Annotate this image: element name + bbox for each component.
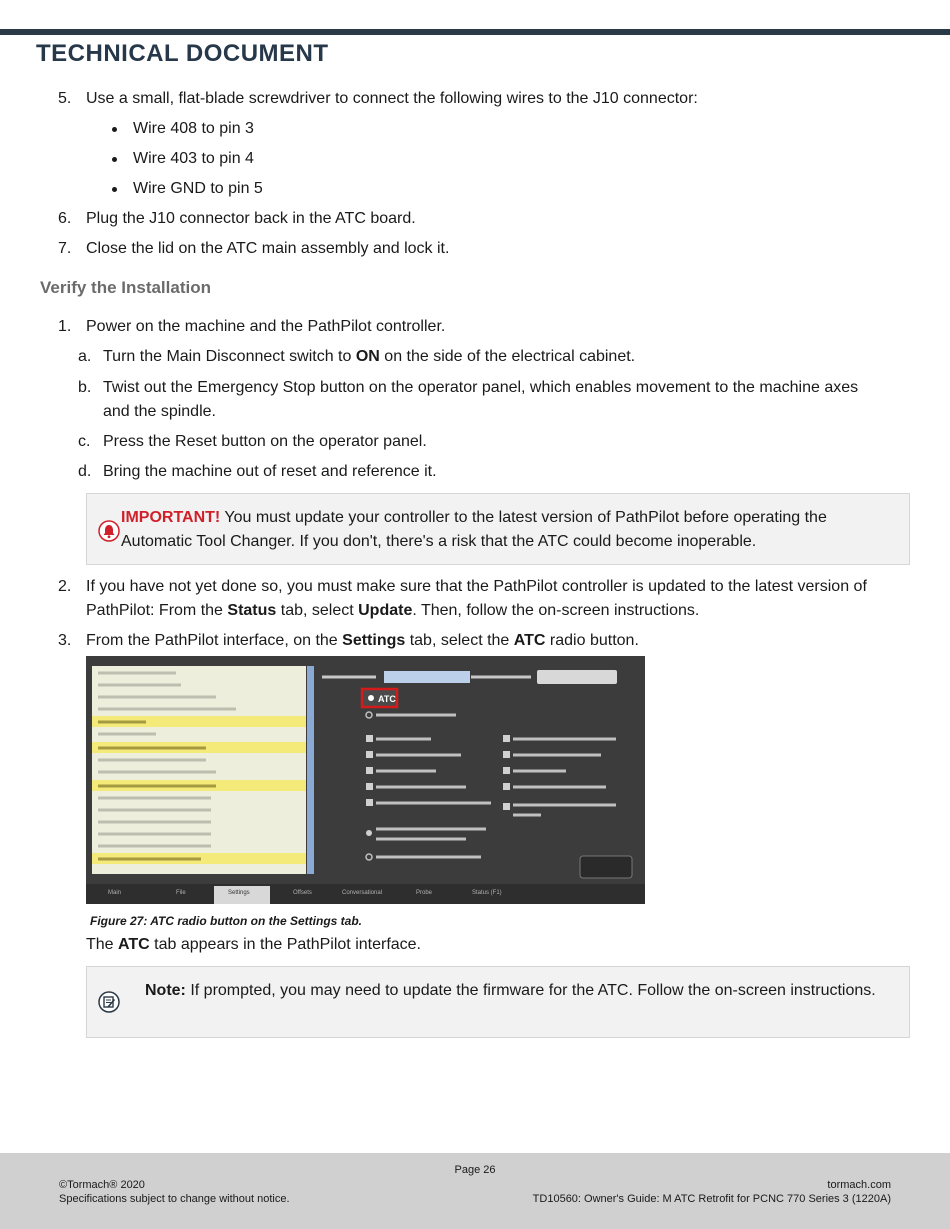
text-run: tab, select [276,602,359,619]
bold-term: Update [358,602,413,619]
step-text: Use a small, flat-blade screwdriver to connect the following wires to the J10 connector: [86,90,698,107]
step-number: 2. [58,578,72,595]
result-paragraph [86,933,421,957]
tab-conversational: Conversational [342,890,383,896]
step-number: 1. [58,318,72,335]
tab-offsets: Offsets [293,890,312,896]
text-run: The [86,936,119,953]
step-text [86,575,906,623]
bold-term: Settings [342,632,406,649]
bullet-text: Wire 403 to pin 4 [133,150,254,167]
bold-term: ON [355,348,380,365]
bullet-text: Wire 408 to pin 3 [133,120,254,137]
document-header: TECHNICAL DOCUMENT [36,40,329,67]
tab-main: Main [108,890,122,896]
bold-term: Status [227,602,277,619]
important-text [121,506,896,554]
step-number: 7. [58,240,72,257]
copyright: ©Tormach® 2020 [59,1179,145,1191]
alarm-bell-icon [98,520,120,542]
tab-status: Status (F1) [472,890,502,896]
settings-tab-screenshot [86,656,645,904]
step-text: Power on the machine and the PathPilot controller. [86,318,446,335]
header-rule [0,29,950,35]
substep-letter: a. [78,348,92,365]
step-text: Close the lid on the ATC main assembly and lock it. [86,240,450,257]
step-text: Plug the J10 connector back in the ATC board. [86,210,416,227]
text-run: on the side of the electrical cabinet. [379,348,636,365]
text-run: If you have not yet done so, you must make sure that the PathPilot controller is updated to the latest version of PathPilot: From the [86,578,867,619]
bullet-dot [112,157,117,162]
bullet-dot [112,127,117,132]
step-number: 6. [58,210,72,227]
text-run: From the PathPilot interface, on the [86,632,343,649]
text-run: . Then, follow the on-screen instructions. [412,602,700,619]
substep-text: Bring the machine out of reset and reference it. [103,463,437,480]
text-run: radio button. [545,632,639,649]
tab-probe: Probe [416,890,433,896]
bullet-dot [112,187,117,192]
tab-file: File [176,890,186,896]
website: tormach.com [827,1179,891,1191]
text-run: Turn the Main Disconnect switch to [103,348,356,365]
disclaimer: Specifications subject to change without notice. [59,1193,290,1205]
substep-text: Press the Reset button on the operator panel. [103,433,427,450]
substep-letter: b. [78,379,92,396]
page-footer [0,1153,950,1229]
text-run: You must update your controller to the latest version of PathPilot before operating the Automatic Tool Changer. If you don't, there's a risk that the ATC could become inoperable. [121,509,827,550]
document-id: TD10560: Owner's Guide: M ATC Retrofit for PCNC 770 Series 3 (1220A) [532,1193,891,1205]
note-callout [86,966,910,1038]
note-label: Note: [145,982,186,999]
screenshot-image [86,656,645,904]
step-text [86,629,906,653]
figure-caption: Figure 27: ATC radio button on the Settings tab. [90,914,362,928]
step-number: 5. [58,90,72,107]
substep-text [103,345,883,369]
text-run: tab appears in the PathPilot interface. [149,936,421,953]
substep-letter: d. [78,463,92,480]
tab-settings: Settings [228,890,250,896]
note-text [145,979,885,1003]
bold-term: ATC [118,936,150,953]
bullet-text: Wire GND to pin 5 [133,180,263,197]
substep-text: Twist out the Emergency Stop button on the operator panel, which enables movement to the machine axes and the spindle. [103,379,859,420]
important-label: IMPORTANT! [121,509,221,526]
bold-term: ATC [513,632,546,649]
substep-letter: c. [78,433,91,450]
note-pad-icon [98,991,120,1013]
text-run: If prompted, you may need to update the firmware for the ATC. Follow the on-screen instructions. [185,982,876,999]
text-run: tab, select the [405,632,514,649]
step-number: 3. [58,632,72,649]
atc-radio-label: ATC [378,694,396,704]
page-number: Page 26 [454,1164,496,1176]
section-heading: Verify the Installation [40,278,211,297]
important-callout [86,493,910,565]
